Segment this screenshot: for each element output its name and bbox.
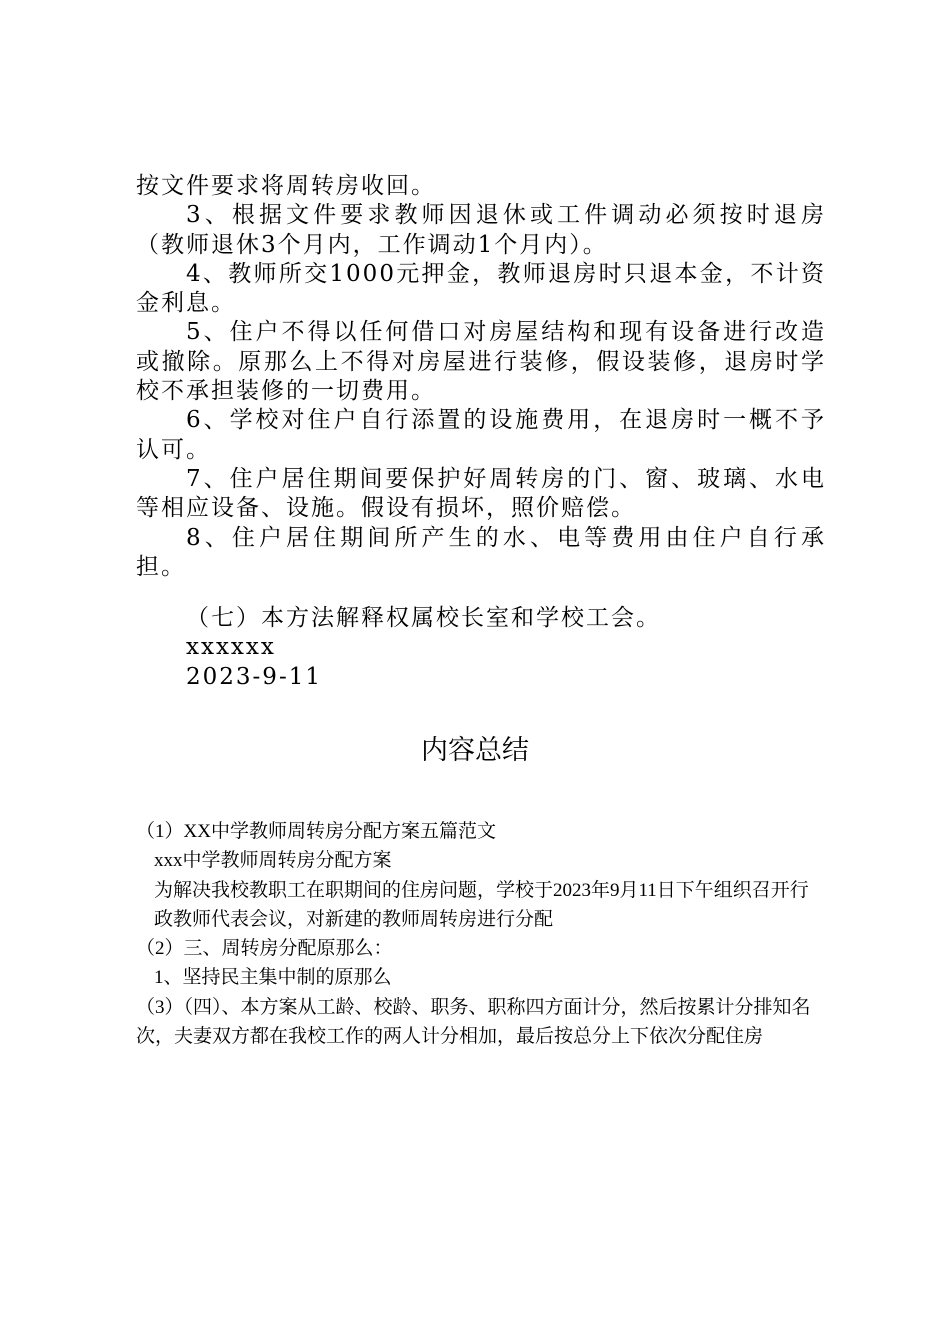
paragraph-continuation: 按文件要求将周转房收回。 [136,173,436,199]
summary-text: 为解决我校教职工在职期间的住房问题，学校于2023年9月11日下午组织召开行政教师代表会议，对新建的教师周转房进行分配 [154,879,809,930]
paragraph-item-4: 4、教师所交1000元押金，教师退房时只退本金，不计资金利息。 [136,260,826,317]
paragraph-item-6: 6、学校对住户自行添置的设施费用，在退房时一概不予认可。 [136,407,826,463]
summary-title: 内容总结 [421,735,529,766]
closing-statement: （七）本方法解释权属校长室和学校工会。 [186,605,661,632]
summary-item-3: （3）（四）、本方案从工龄、校龄、职务、职称四方面计分，然后按累计分排知名次，夫妻双方都在我校工作的两人计分相加，最后按总分上下依次分配住房 [136,996,811,1048]
summary-subtitle: xxx中学教师周转房分配方案 [154,850,392,872]
document-body [136,172,826,692]
paragraph-item-8: 8、住户居住期间所产生的水、电等费用由住户自行承担。 [136,524,826,580]
signature: xxxxxx [186,634,276,661]
paragraph-item-7: 7、住户居住期间要保护好周转房的门、窗、玻璃、水电等相应设备、设施。假设有损坏，照价赔偿。 [136,465,826,522]
paragraph-item-5: 5、住户不得以任何借口对房屋结构和现有设备进行改造或撤除。原那么上不得对房屋进行装修，假设装修，退房时学校不承担装修的一切费用。 [136,319,826,405]
summary-item-1: （1）XX中学教师周转房分配方案五篇范文 [136,821,496,842]
paragraph-item-3: 3、根据文件要求教师因退休或工件调动必须按时退房（教师退休3个月内，工作调动1个月内）。 [136,202,826,258]
summary-principle: 1、坚持民主集中制的原那么 [154,967,392,989]
paragraph-gap [136,582,826,604]
summary-item-2: （2）三、周转房分配原那么： [136,938,393,960]
document-date: 2023-9-11 [186,663,322,690]
summary-section [136,817,826,1051]
